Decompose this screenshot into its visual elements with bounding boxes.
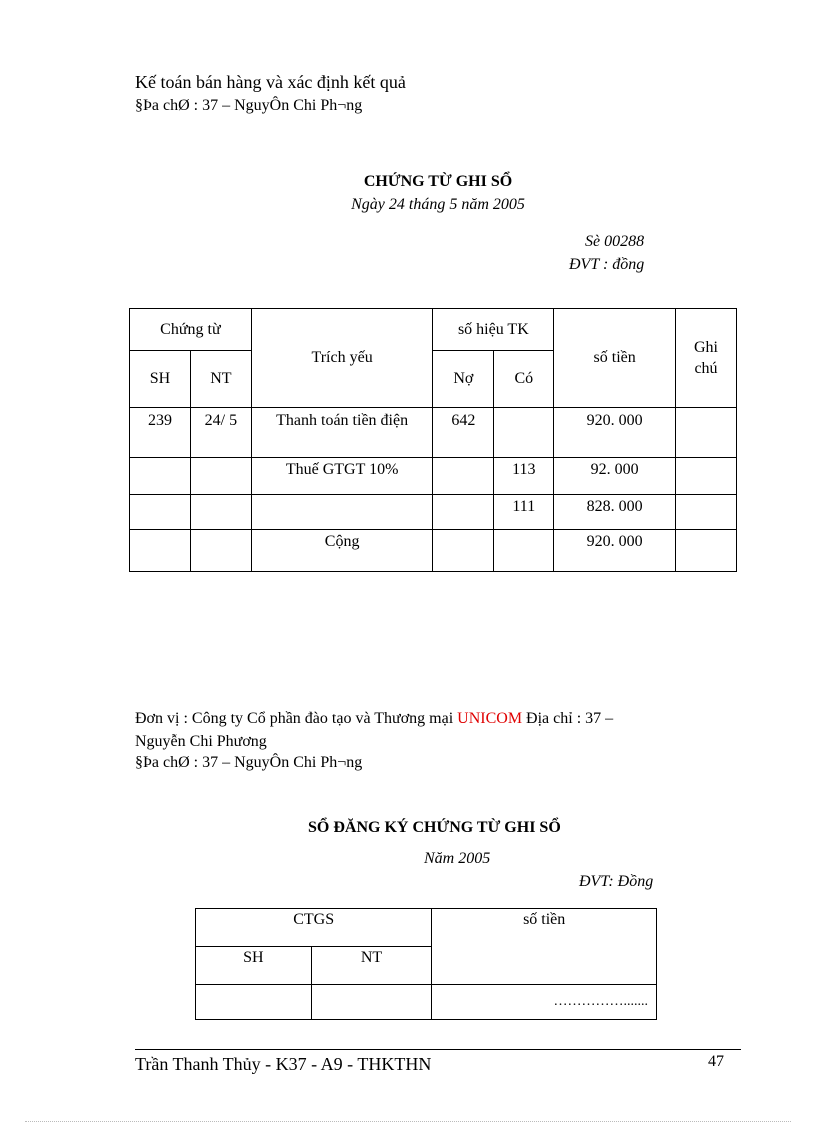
head-register-so-tien: số tiền bbox=[432, 909, 657, 985]
cell-nt bbox=[190, 495, 251, 530]
cell-sh bbox=[130, 458, 191, 495]
cell-no: 642 bbox=[433, 408, 494, 458]
cell-sh bbox=[130, 530, 191, 572]
cell-nt: 24/ 5 bbox=[190, 408, 251, 458]
page-edge bbox=[25, 1121, 791, 1122]
head-ctgs: CTGS bbox=[196, 909, 432, 947]
unit-suffix: Địa chỉ : 37 – bbox=[522, 710, 614, 727]
head-nt: NT bbox=[190, 351, 251, 408]
cell-co bbox=[494, 530, 554, 572]
register-year: Năm 2005 bbox=[424, 850, 491, 867]
cell-nt bbox=[190, 530, 251, 572]
header-address: §Þa chØ : 37 – NguyÔn Chi Ph¬ng bbox=[135, 97, 363, 114]
header-title: Kế toán bán hàng và xác định kết quả bbox=[135, 72, 406, 92]
voucher-table bbox=[129, 308, 737, 572]
table-row bbox=[130, 458, 737, 495]
head-register-nt: NT bbox=[311, 947, 432, 985]
register-table bbox=[195, 908, 657, 1020]
cell-amount: 920. 000 bbox=[554, 408, 676, 458]
cell-co: 113 bbox=[494, 458, 554, 495]
table-row bbox=[196, 985, 657, 1020]
head-ghi-chu: Ghi chú bbox=[676, 309, 737, 408]
voucher-unit: ĐVT : đồng bbox=[569, 256, 645, 273]
cell-amount: 92. 000 bbox=[554, 458, 676, 495]
voucher-date: Ngày 24 tháng 5 năm 2005 bbox=[351, 196, 525, 213]
cell-co: 111 bbox=[494, 495, 554, 530]
voucher-number: Sè 00288 bbox=[585, 233, 645, 250]
company-name: UNICOM bbox=[457, 710, 523, 727]
cell-no bbox=[433, 495, 494, 530]
unit-line3: §Þa chØ : 37 – NguyÔn Chi Ph¬ng bbox=[135, 754, 363, 771]
head-register-sh: SH bbox=[196, 947, 312, 985]
cell-co bbox=[494, 408, 554, 458]
cell-no bbox=[433, 458, 494, 495]
cell-desc bbox=[251, 495, 433, 530]
unit-prefix: Đơn vị : Công ty Cổ phần đào tạo và Thương mại bbox=[135, 710, 458, 727]
cell-register-nt bbox=[311, 985, 432, 1020]
register-unit: ĐVT: Đồng bbox=[579, 873, 654, 890]
cell-note bbox=[676, 495, 737, 530]
head-sh: SH bbox=[130, 351, 191, 408]
head-chung-tu: Chứng từ bbox=[130, 309, 252, 351]
cell-amount: 920. 000 bbox=[554, 530, 676, 572]
cell-register-sh bbox=[196, 985, 312, 1020]
cell-register-dots: ……………....... bbox=[432, 985, 657, 1020]
unit-line bbox=[135, 710, 613, 728]
cell-desc: Cộng bbox=[251, 530, 433, 572]
unit-line2: Nguyễn Chi Phương bbox=[135, 733, 267, 750]
cell-note bbox=[676, 458, 737, 495]
cell-no bbox=[433, 530, 494, 572]
cell-nt bbox=[190, 458, 251, 495]
cell-desc: Thuế GTGT 10% bbox=[251, 458, 433, 495]
register-title: SỔ ĐĂNG KÝ CHỨNG TỪ GHI SỔ bbox=[308, 819, 561, 836]
cell-note bbox=[676, 408, 737, 458]
head-co: Có bbox=[494, 351, 554, 408]
head-trich-yeu: Trích yếu bbox=[251, 309, 433, 408]
cell-sh: 239 bbox=[130, 408, 191, 458]
table-row-total bbox=[130, 530, 737, 572]
cell-sh bbox=[130, 495, 191, 530]
page-number: 47 bbox=[708, 1053, 724, 1070]
table-row bbox=[130, 495, 737, 530]
voucher-title: CHỨNG TỪ GHI SỔ bbox=[363, 173, 513, 190]
cell-amount: 828. 000 bbox=[554, 495, 676, 530]
footer-author: Trần Thanh Thủy - K37 - A9 - THKTHN bbox=[135, 1054, 432, 1074]
table-row bbox=[130, 408, 737, 458]
head-so-tien: số tiền bbox=[554, 309, 676, 408]
footer-divider bbox=[135, 1049, 741, 1050]
cell-note bbox=[676, 530, 737, 572]
cell-desc: Thanh toán tiền điện bbox=[251, 408, 433, 458]
head-so-hieu-tk: số hiệu TK bbox=[433, 309, 554, 351]
head-no: Nợ bbox=[433, 351, 494, 408]
